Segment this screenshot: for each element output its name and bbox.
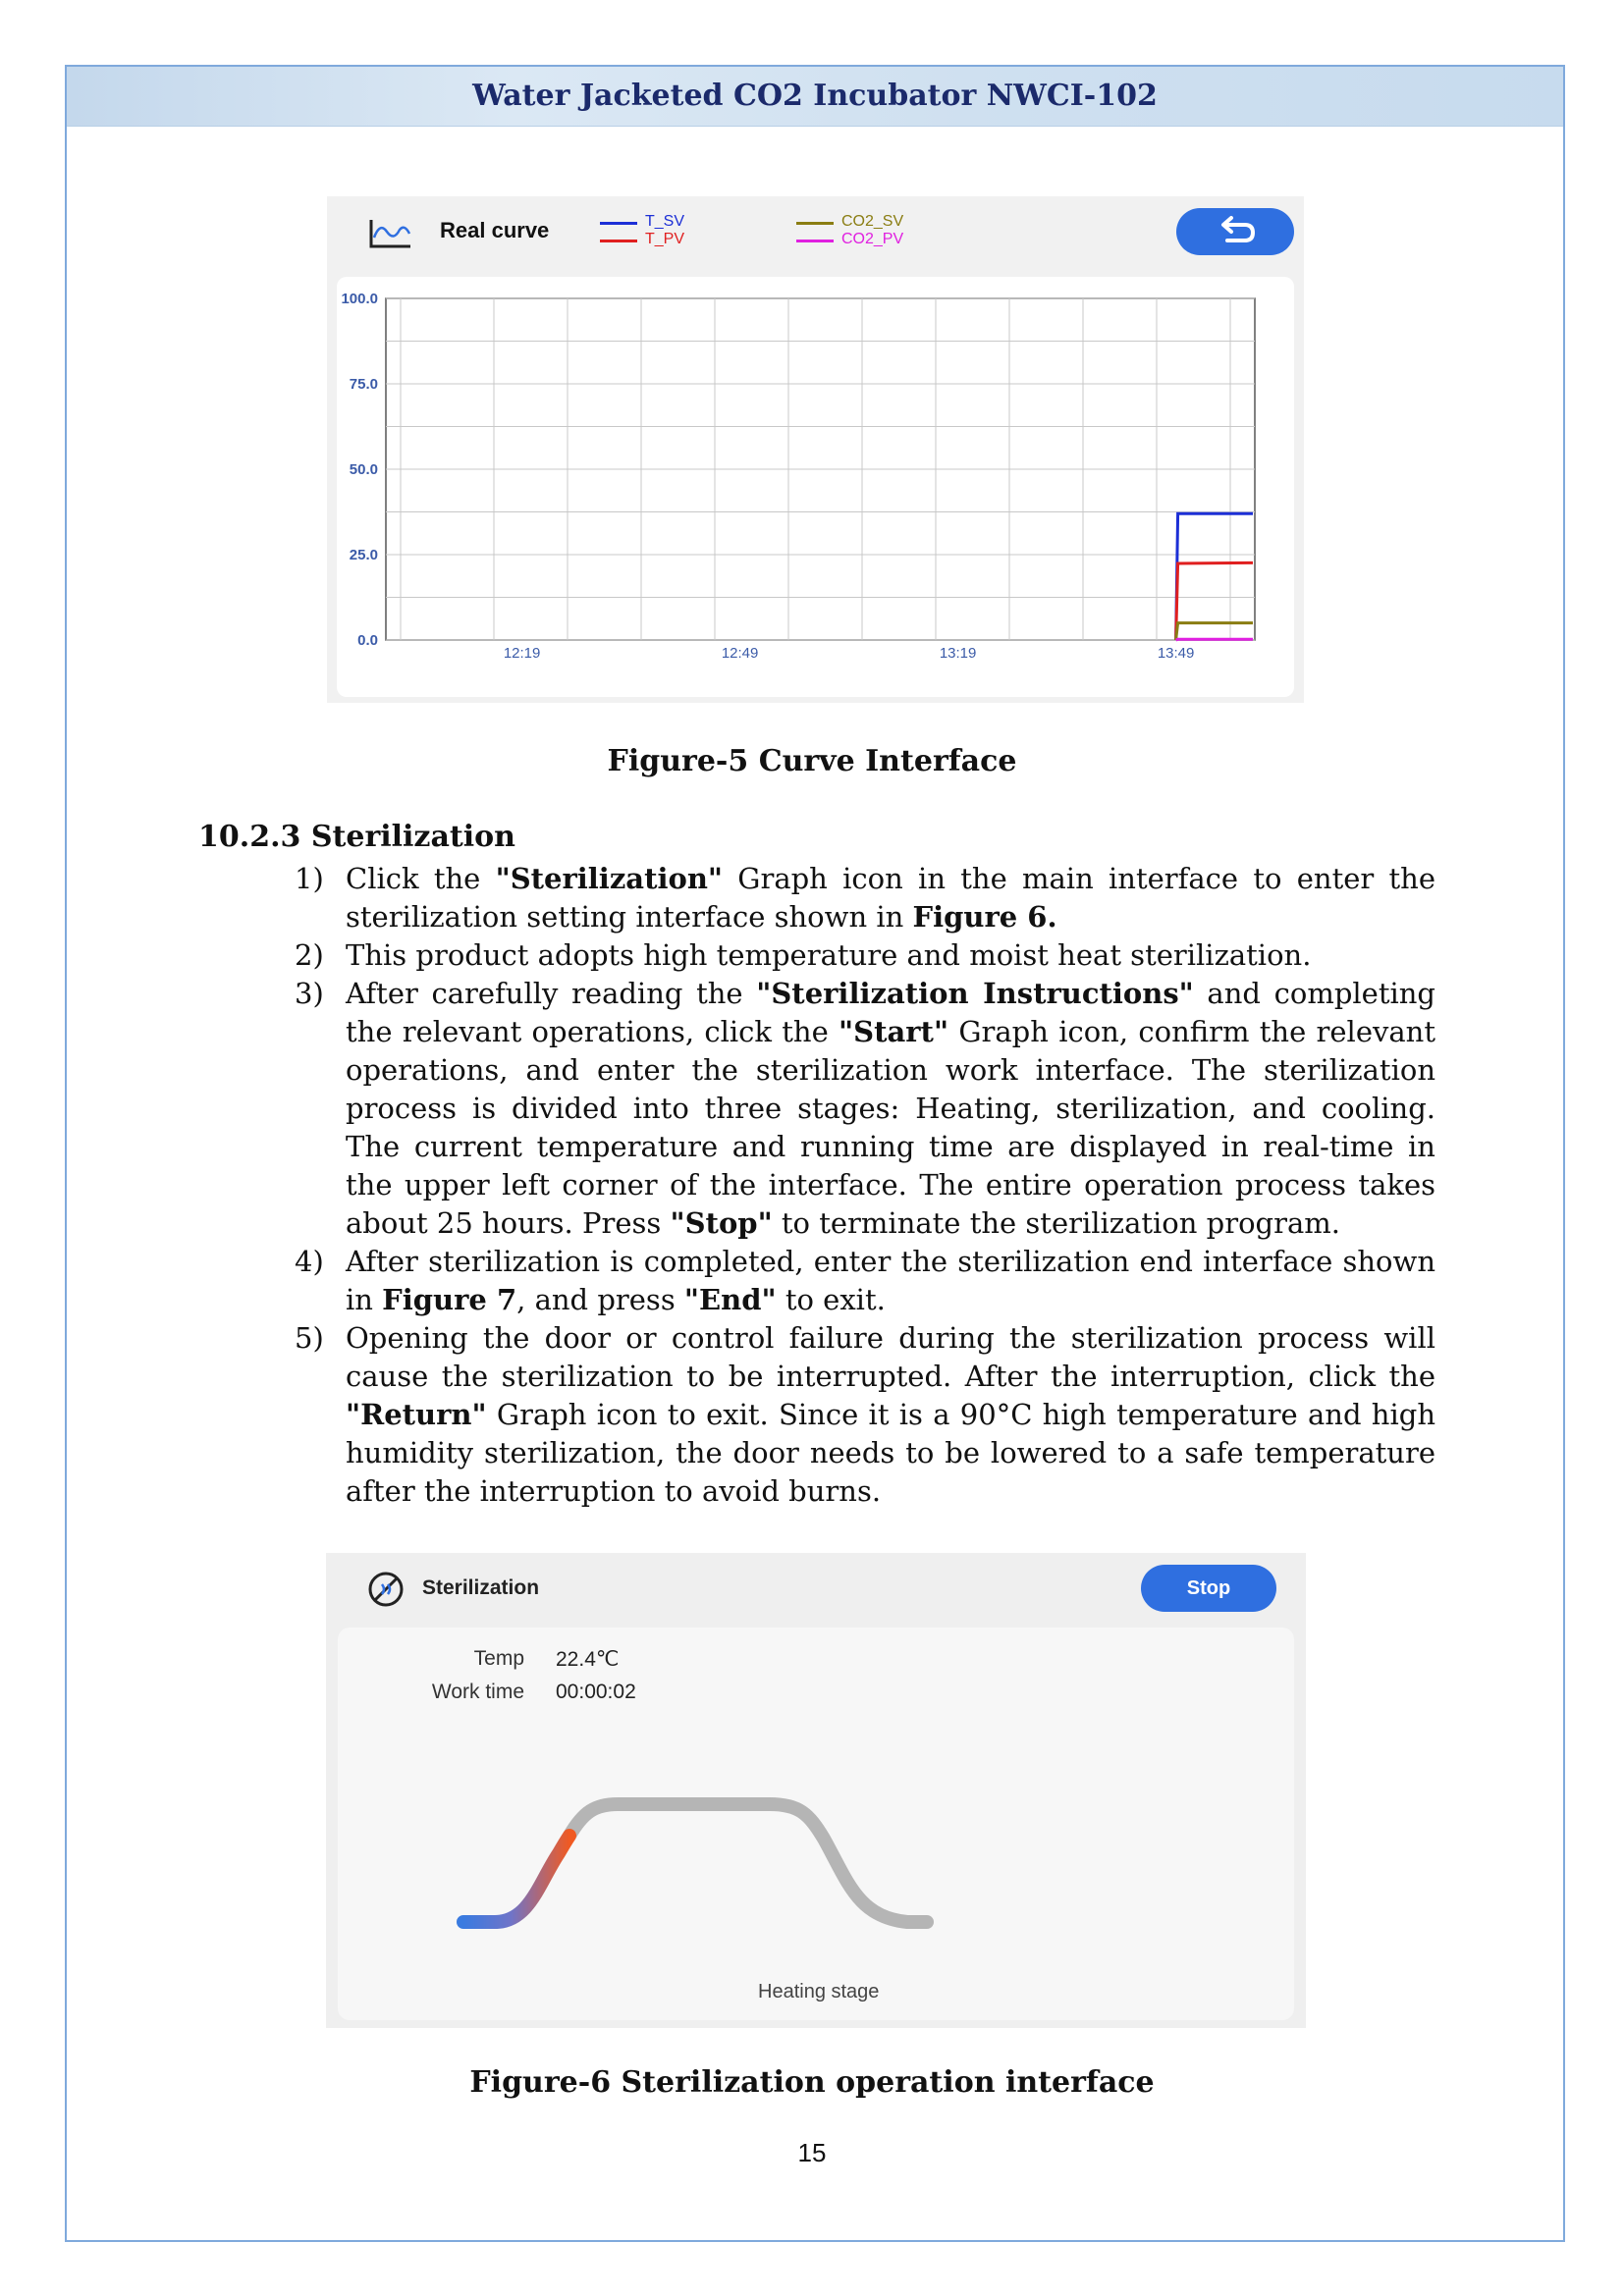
list-item [295, 1243, 1435, 1319]
y-tick-label: 100.0 [341, 291, 378, 307]
legend-label-co2-pv: CO2_PV [841, 231, 904, 247]
header-title: Water Jacketed CO2 Incubator NWCI-102 [472, 79, 1158, 113]
list-item [295, 975, 1435, 1243]
list-item-text: "Sterilization" [495, 862, 724, 895]
list-item-text: Click the [346, 862, 496, 895]
x-tick-label: 13:49 [1157, 645, 1195, 662]
real-curve-chart [337, 277, 1294, 697]
list-item-number: 4) [295, 1245, 324, 1278]
curve-title: Real curve [440, 218, 550, 242]
sterilization-title: Sterilization [422, 1576, 540, 1599]
list-item-text: Figure 7 [382, 1283, 517, 1316]
header-band [67, 67, 1563, 127]
list-item-text: to terminate the sterilization program. [772, 1206, 1340, 1240]
instruction-list [295, 860, 1435, 1511]
return-button[interactable] [1176, 208, 1294, 255]
legend-label-co2-sv: CO2_SV [841, 213, 904, 230]
list-item-text: Graph icon to exit. Since it is a 90°C high temperature and high humidity sterilization, the door needs to be lowered to a safe temperature after the interruption to avoid burns. [346, 1398, 1435, 1508]
list-item-text: "Return" [346, 1398, 487, 1431]
figure6-caption: Figure-6 Sterilization operation interface [469, 2065, 1155, 2100]
page-number: 15 [797, 2138, 827, 2167]
list-item-text: "End" [683, 1283, 777, 1316]
temp-label: Temp [473, 1647, 524, 1670]
list-item-text: "Sterilization Instructions" [756, 977, 1194, 1010]
sterilization-panel [338, 1628, 1294, 2020]
list-item-text: This product adopts high temperature and moist heat sterilization. [346, 938, 1312, 972]
work-time-label: Work time [431, 1681, 524, 1703]
list-item-text: "Start" [839, 1015, 949, 1048]
y-tick-label: 50.0 [349, 461, 378, 478]
list-item-text: Graph icon in the main interface to enter the sterilization setting interface shown in [346, 862, 1436, 934]
curve-interface-screenshot [327, 196, 1304, 703]
stage-curve-heating [463, 1836, 569, 1922]
stage-curve-remaining [569, 1804, 927, 1922]
work-time-value: 00:00:02 [556, 1681, 636, 1703]
list-item-number: 5) [295, 1321, 324, 1355]
y-tick-label: 75.0 [349, 376, 378, 393]
legend-line-co2-sv [796, 222, 834, 225]
sterilization-icon [367, 1571, 405, 1608]
legend-line-co2-pv [796, 240, 834, 242]
list-item-number: 1) [295, 862, 324, 895]
list-item [295, 860, 1435, 936]
x-tick-label: 12:49 [721, 645, 759, 662]
sterilization-interface-screenshot [326, 1553, 1306, 2028]
list-item-text: Opening the door or control failure during the sterilization process will cause the sterilization to be interrupted. After the interruption, click the [346, 1321, 1435, 1393]
section-heading: 10.2.3 Sterilization [198, 820, 515, 854]
list-item [295, 1319, 1435, 1511]
curve-icon [368, 216, 413, 249]
list-item-number: 3) [295, 977, 324, 1010]
list-item-number: 2) [295, 938, 324, 972]
return-arrow-icon [1176, 208, 1294, 255]
list-item-text: After carefully reading the [346, 977, 757, 1010]
list-item-text: After sterilization is completed, enter the sterilization end interface shown in [346, 1245, 1435, 1316]
list-item-text: , and press [516, 1283, 684, 1316]
stop-button[interactable]: Stop [1141, 1565, 1276, 1612]
plot-panel [337, 277, 1294, 697]
series-line-co2-pv [1176, 639, 1253, 640]
legend-line-t-sv [600, 222, 637, 225]
list-item [295, 936, 1435, 975]
y-tick-label: 25.0 [349, 547, 378, 563]
legend-label-t-pv: T_PV [645, 231, 685, 247]
x-tick-label: 13:19 [939, 645, 977, 662]
figure5-caption: Figure-5 Curve Interface [607, 744, 1017, 778]
stage-label: Heating stage [758, 1981, 880, 2002]
stage-progress-curve [338, 1628, 1294, 2020]
temp-value: 22.4℃ [556, 1648, 620, 1671]
list-item-text: Figure 6. [912, 900, 1057, 934]
list-item-text: "Stop" [670, 1206, 773, 1240]
y-tick-label: 0.0 [357, 632, 378, 649]
legend-line-t-pv [600, 240, 637, 242]
list-item-text: Graph icon, confirm the relevant operations, and enter the sterilization work interface. The sterilization process is divided into three stages: Heating, sterilization, and cooling. The current temperature and running time are displayed in real-time in the upper left corner of the interface. The entire operation process takes about 25 hours. Press [346, 1015, 1435, 1240]
list-item-text: and completing the relevant operations, click the [346, 977, 1435, 1048]
x-tick-label: 12:19 [503, 645, 541, 662]
list-item-text: to exit. [776, 1283, 886, 1316]
legend-label-t-sv: T_SV [645, 213, 685, 230]
